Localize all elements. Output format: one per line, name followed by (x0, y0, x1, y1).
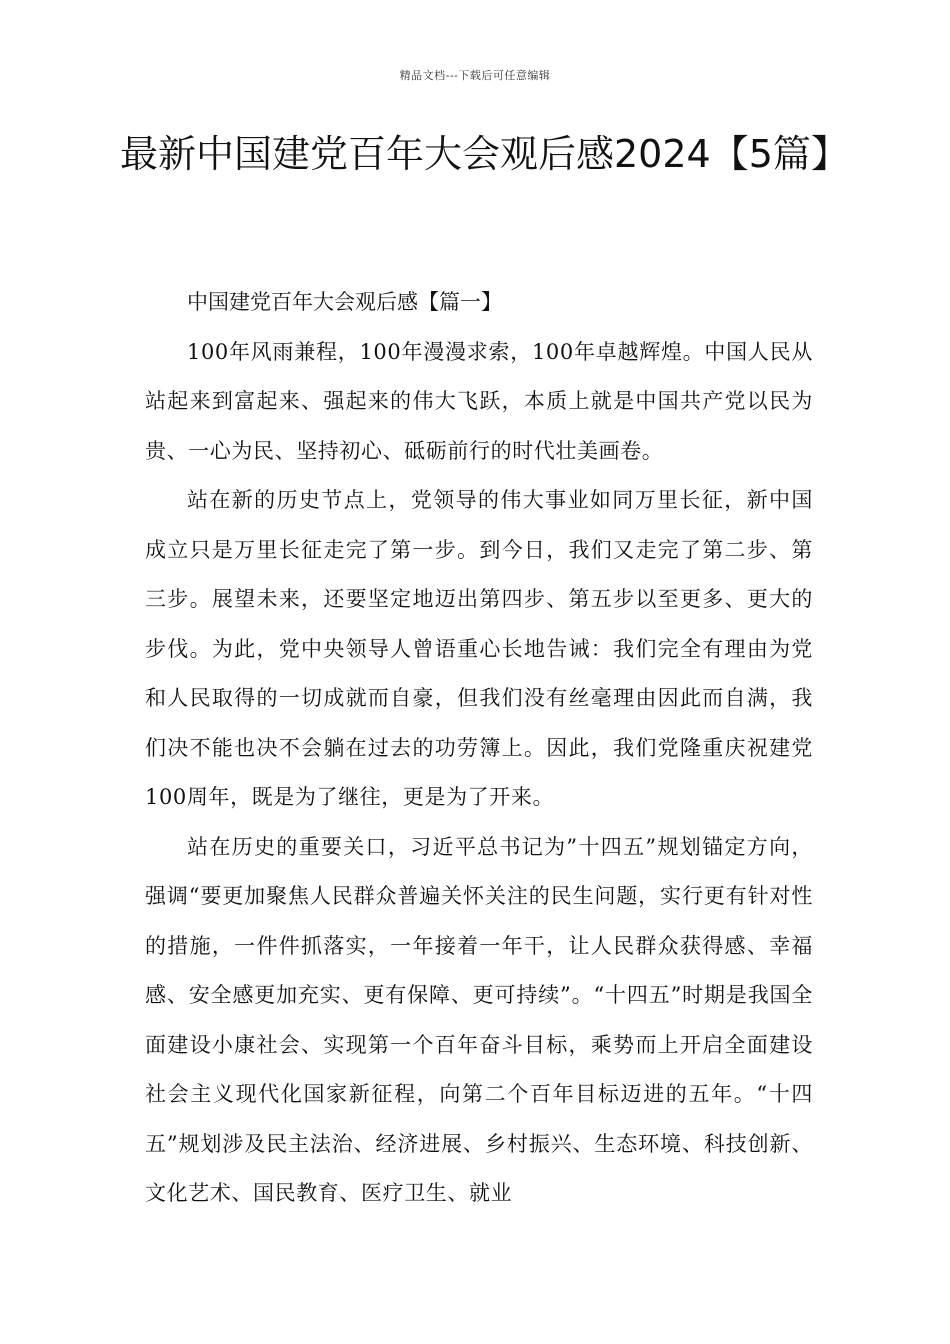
document-body (145, 278, 813, 1219)
page-header-watermark: 精品文档---下载后可任意编辑 (399, 69, 551, 82)
paragraph-2: 站在新的历史节点上，党领导的伟大事业如同万里长征，新中国成立只是万里长征走完了第一步。到今日，我们又走完了第二步、第三步。展望未来，还要坚定地迈出第四步、第五步以至更多、更大的步伐。为此，党中央领导人曾语重心长地告诫：我们完全有理由为党和人民取得的一切成就而自豪，但我们没有丝毫理由因此而自满，我们决不能也决不会躺在过去的功劳簿上。因此，我们党隆重庆祝建党100周年，既是为了继往，更是为了开来。 (145, 488, 813, 809)
paragraph-1: 100年风雨兼程，100年漫漫求索，100年卓越辉煌。中国人民从站起来到富起来、强起来的伟大飞跃，本质上就是中国共产党以民为贵、一心为民、坚持初心、砥砺前行的时代壮美画卷。 (145, 339, 813, 463)
document-title: 最新中国建党百年大会观后感2024【5篇】 (120, 132, 849, 176)
section-heading: 中国建党百年大会观后感【篇一】 (187, 290, 502, 314)
paragraph-3: 站在历史的重要关口，习近平总书记为”十四五”规划锚定方向，强调“要更加聚焦人民群众普遍关怀关注的民生问题，实行更有针对性的措施，一件件抓落实，一年接着一年干，让人民群众获得感、幸福感、安全感更加充实、更有保障、更可持续”。“十四五”时期是我国全面建设小康社会、实现第一个百年奋斗目标，乘势而上开启全面建设社会主义现代化国家新征程，向第二个百年目标迈进的五年。“十四五”规划涉及民主法治、经济进展、乡村振兴、生态环境、科技创新、文化艺术、国民教育、医疗卫生、就业 (145, 834, 813, 1205)
